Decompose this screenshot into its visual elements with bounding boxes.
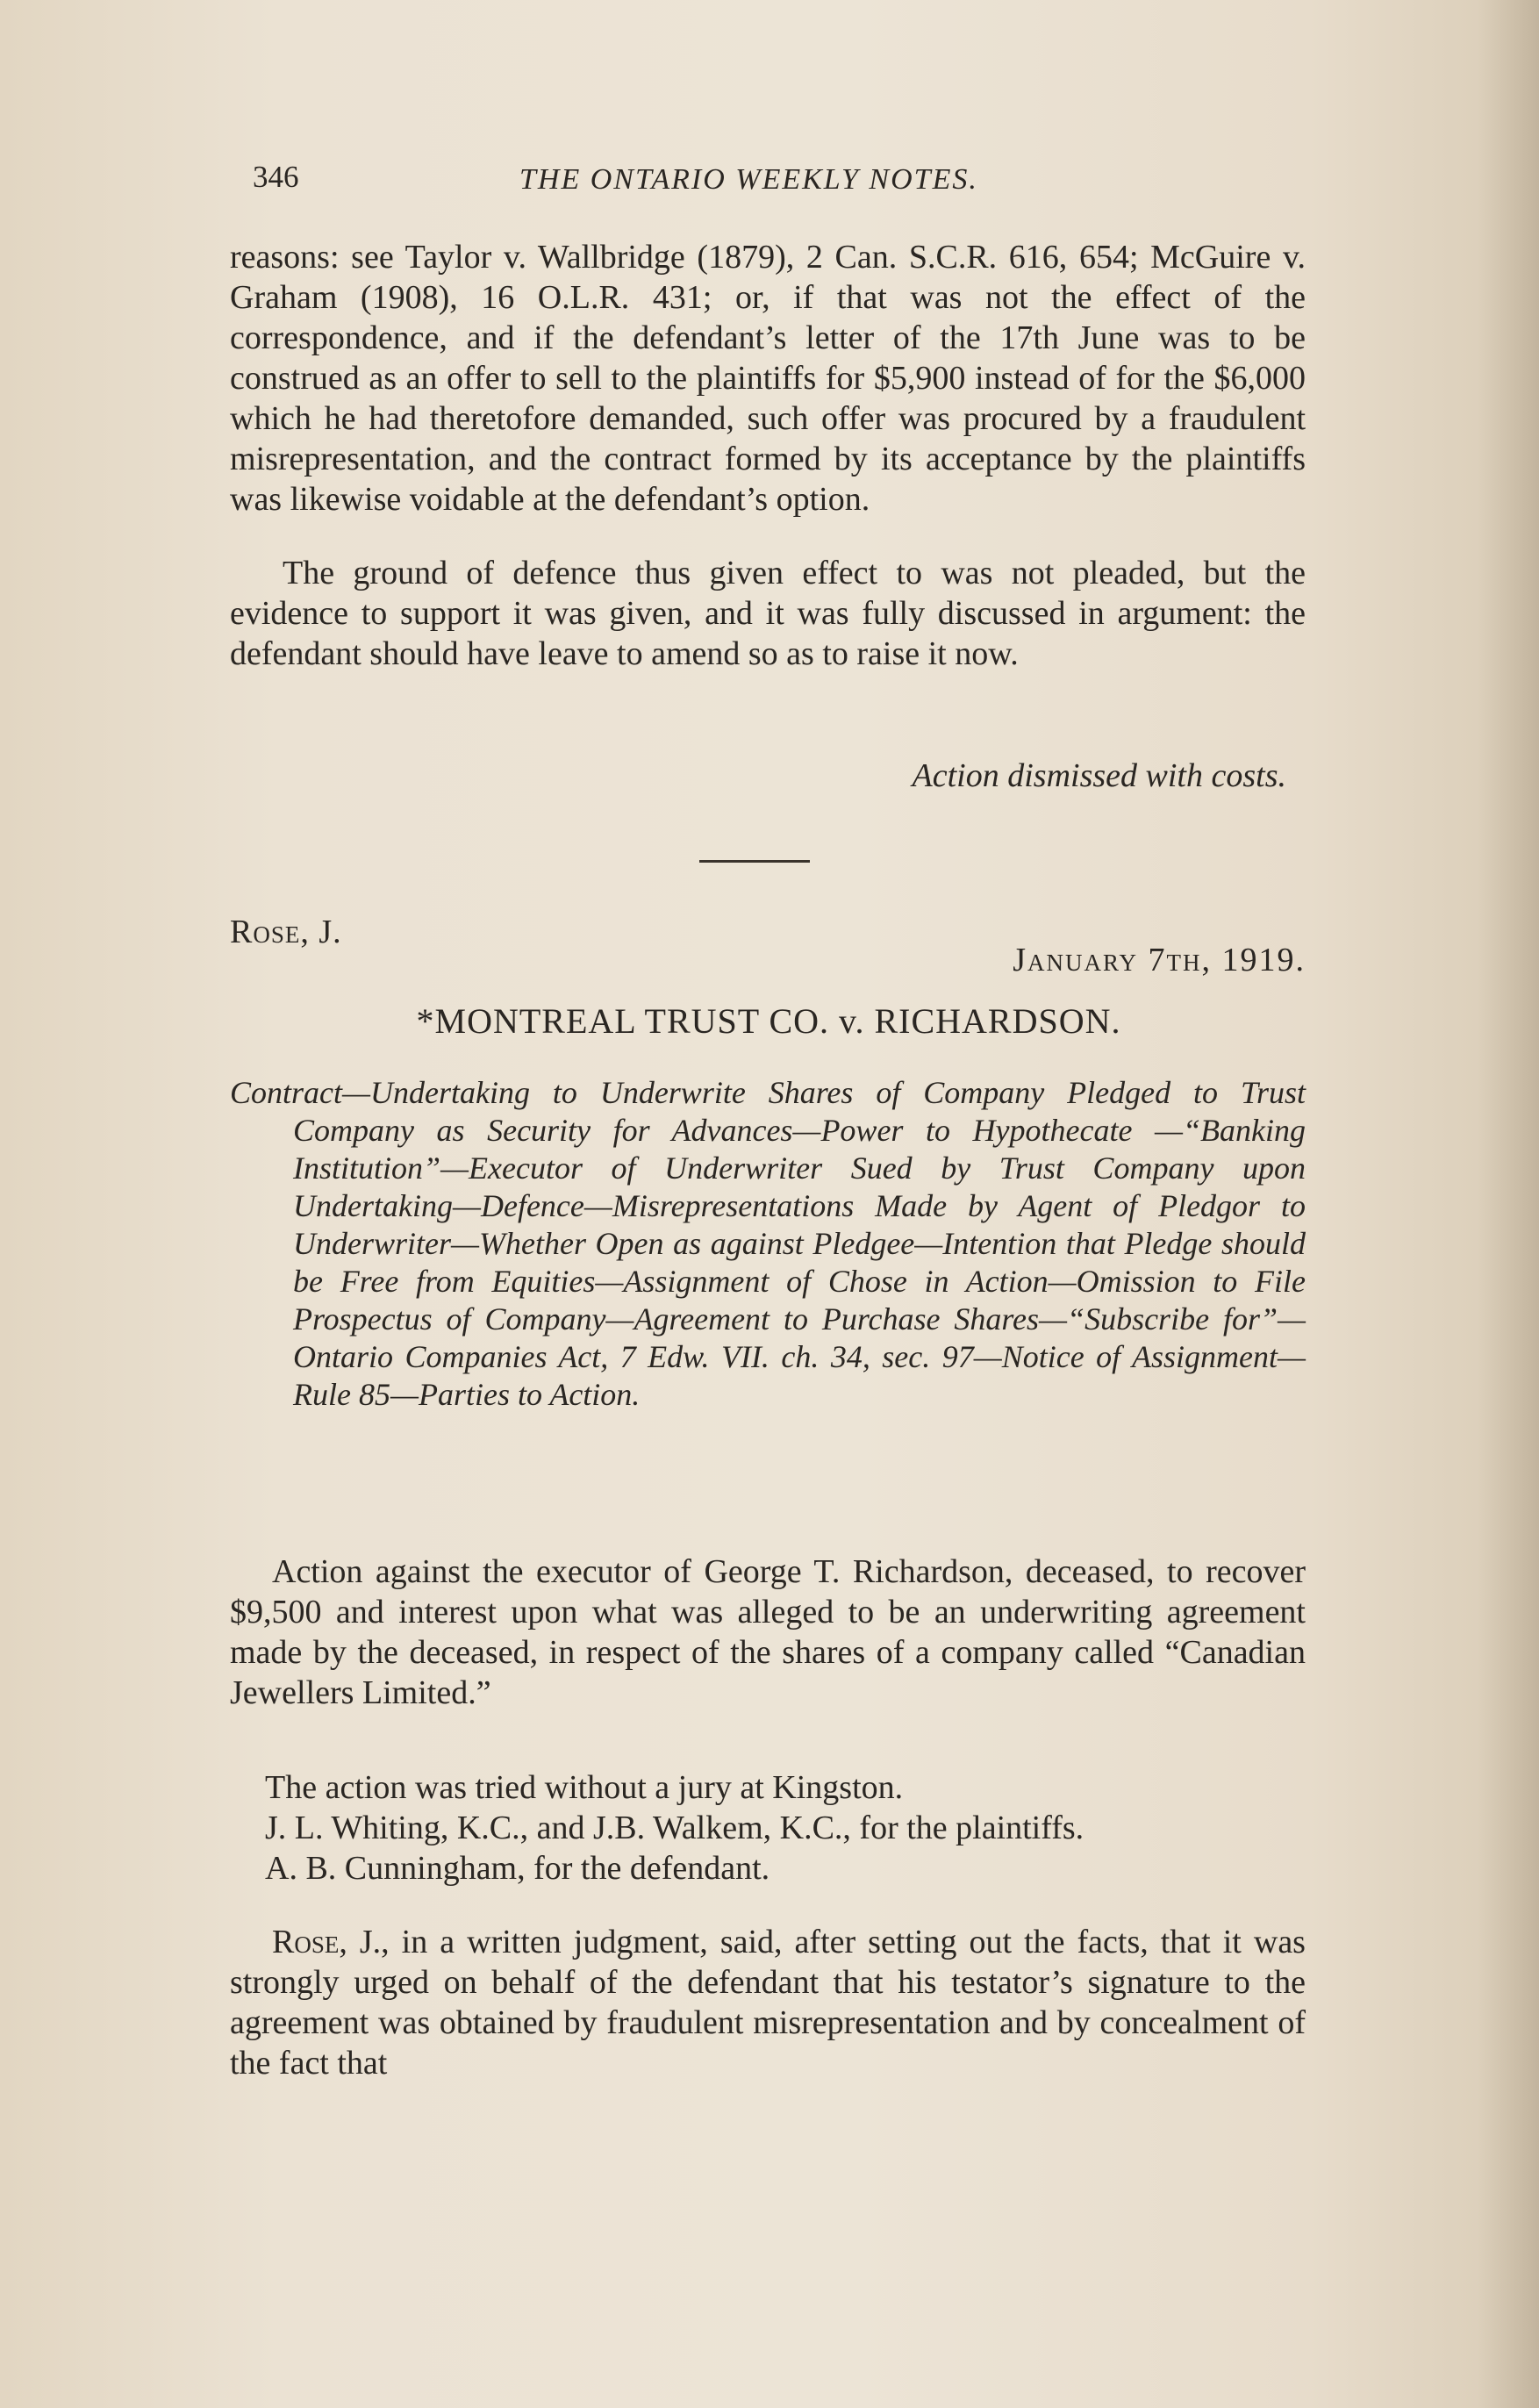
case-title: *MONTREAL TRUST CO. v. RICHARDSON.	[416, 1001, 1121, 1041]
continued-paragraph: reasons: see Taylor v. Wallbridge (1879), 2 Can. S.C.R. 616, 654; McGuire v. Graham (1908), 16 O.L.R. 431; or, if that was not the effect of the correspondence, and if the defendant’s letter of the 17th June was to be construed as an offer to sell to the plaintiffs for $5,900 instead of for the $6,000 which he had theretofore demanded, such offer was procured by a fraudulent misrepresentation, and the contract formed by its acceptance by the plaintiffs was likewise voidable at the defendant’s option.	[230, 239, 1306, 518]
trial-details	[265, 1767, 1306, 1888]
headnote: Contract—Undertaking to Underwrite Shares of Company Pledged to Trust Company as Security for Advances—Power to Hypothecate —“Banking Institution”—Executor of Underwriter Sued by Trust Company upon Undertaking—Defence—Misrepresentations Made by Agent of Pledgor to Underwriter—Whether Open as against Pledgee—Intention that Pledge should be Free from Equities—Assignment of Chose in Action—Omission to File Prospectus of Company—Agreement to Purchase Shares—“Subscribe for”—Ontario Companies Act, 7 Edw. VII. ch. 34, sec. 97—Notice of Assignment—Rule 85—Parties to Action.	[230, 1075, 1306, 1412]
judgment-date: January 7th, 1919.	[1013, 942, 1306, 978]
case-separator-rule	[699, 860, 810, 863]
judge-name: Rose, J.	[230, 914, 342, 950]
intro-paragraph: Action against the executor of George T. Richardson, deceased, to recover $9,500 and interest upon what was alleged to be an underwriting agreement made by the deceased, in respect of the shares of a company called “Canadian Jewellers Limited.”	[230, 1553, 1306, 1711]
page-number: 346	[253, 160, 299, 194]
judgment-paragraph	[230, 1922, 1306, 2083]
running-head	[230, 160, 1307, 204]
judgment-text: , in a written judgment, said, after setting out the facts, that it was strongly urged on behalf of the defendant that his testator’s signature to the agreement was obtained by fraudulent misrepresentation and by concealment of the fact that	[230, 1924, 1306, 2082]
page-edge-shadow	[1478, 0, 1539, 2408]
running-title: THE ONTARIO WEEKLY NOTES.	[519, 163, 978, 196]
judgment-judge: Rose, J.	[272, 1924, 382, 1960]
disposition: Action dismissed with costs.	[912, 757, 1286, 794]
defence-paragraph: The ground of defence thus given effect to was not pleaded, but the evidence to support it was given, and it was fully discussed in argument: the defendant should have leave to amend so as to raise it now.	[230, 555, 1306, 672]
trial-statement: The action was tried without a jury at Kingston.	[265, 1769, 904, 1806]
counsel-defendant: A. B. Cunningham, for the defendant.	[265, 1850, 770, 1887]
counsel-plaintiffs: J. L. Whiting, K.C., and J.B. Walkem, K.C., for the plaintiffs.	[265, 1810, 1084, 1846]
